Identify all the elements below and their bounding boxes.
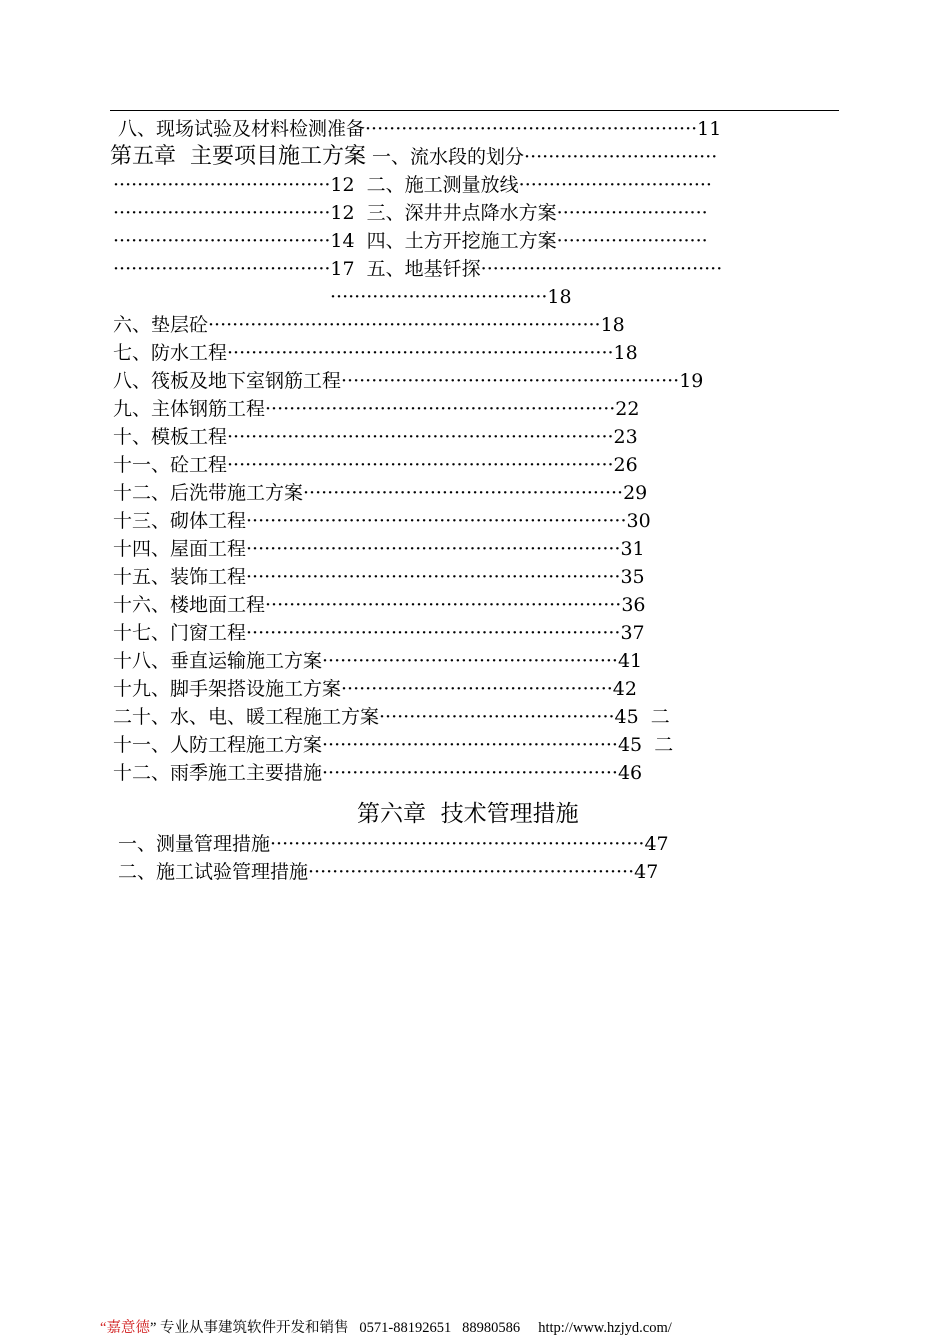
chapter-title: 第六章 技术管理措施 (357, 801, 579, 827)
toc-line[interactable]: 十九、脚手架搭设施工方案·············································42 (113, 678, 637, 700)
toc-line[interactable]: 十三、砌体工程·······························································30 (113, 510, 651, 532)
page-footer (100, 1316, 672, 1337)
toc-line[interactable]: 十二、后洗带施工方案·····················································29 (113, 482, 648, 504)
toc-line[interactable]: 十一、人防工程施工方案·················································45 二 (113, 734, 674, 756)
toc-line[interactable] (110, 143, 717, 171)
toc-line[interactable]: 十四、屋面工程······························································31 (113, 538, 645, 560)
toc-line[interactable]: 八、现场试验及材料检测准备·······················································11 (118, 118, 722, 140)
header-rule (110, 110, 839, 111)
toc-line[interactable]: 九、主体钢筋工程··························································22 (113, 398, 640, 420)
toc-line[interactable]: ····································14 四、土方开挖施工方案························· (113, 230, 708, 252)
toc-line[interactable]: 十二、雨季施工主要措施·················································46 (113, 762, 643, 784)
toc-line[interactable]: ····································12 二、施工测量放线································ (113, 174, 712, 196)
toc-line[interactable]: 二十、水、电、暖工程施工方案·······································45 二 (113, 706, 670, 728)
toc-line[interactable]: 八、筏板及地下室钢筋工程························································19 (113, 370, 704, 392)
toc-line[interactable]: 十一、砼工程································································26 (113, 454, 638, 476)
toc-entry: 一、流水段的划分································ (366, 146, 718, 168)
footer-brand: 嘉意德 (106, 1320, 150, 1336)
footer-text: ” 专业从事建筑软件开发和销售 0571-88192651 88980586 http://www.hzjyd.com/ (149, 1320, 672, 1336)
toc-line[interactable]: 十六、楼地面工程···························································36 (113, 594, 646, 616)
chapter-heading: 第五章 主要项目施工方案 (110, 144, 366, 169)
toc-line[interactable]: ····································17 五、地基钎探········································ (113, 258, 723, 280)
toc-line[interactable]: 一、测量管理措施······························································47 (118, 833, 669, 855)
toc-line[interactable]: 二、施工试验管理措施······················································47 (118, 861, 659, 883)
toc-line[interactable]: 十七、门窗工程······························································37 (113, 622, 645, 644)
toc-line[interactable]: 七、防水工程································································18 (113, 342, 638, 364)
footer-quote-open: “ (100, 1320, 107, 1336)
toc-line[interactable]: ····································18 (330, 286, 572, 308)
toc-line[interactable]: 十八、垂直运输施工方案·················································41 (113, 650, 643, 672)
toc-line[interactable]: 六、垫层砼·································································18 (113, 314, 625, 336)
toc-line[interactable]: 十、模板工程································································23 (113, 426, 638, 448)
toc-line[interactable]: ····································12 三、深井井点降水方案························· (113, 202, 708, 224)
toc-line[interactable]: 十五、装饰工程······························································35 (113, 566, 645, 588)
